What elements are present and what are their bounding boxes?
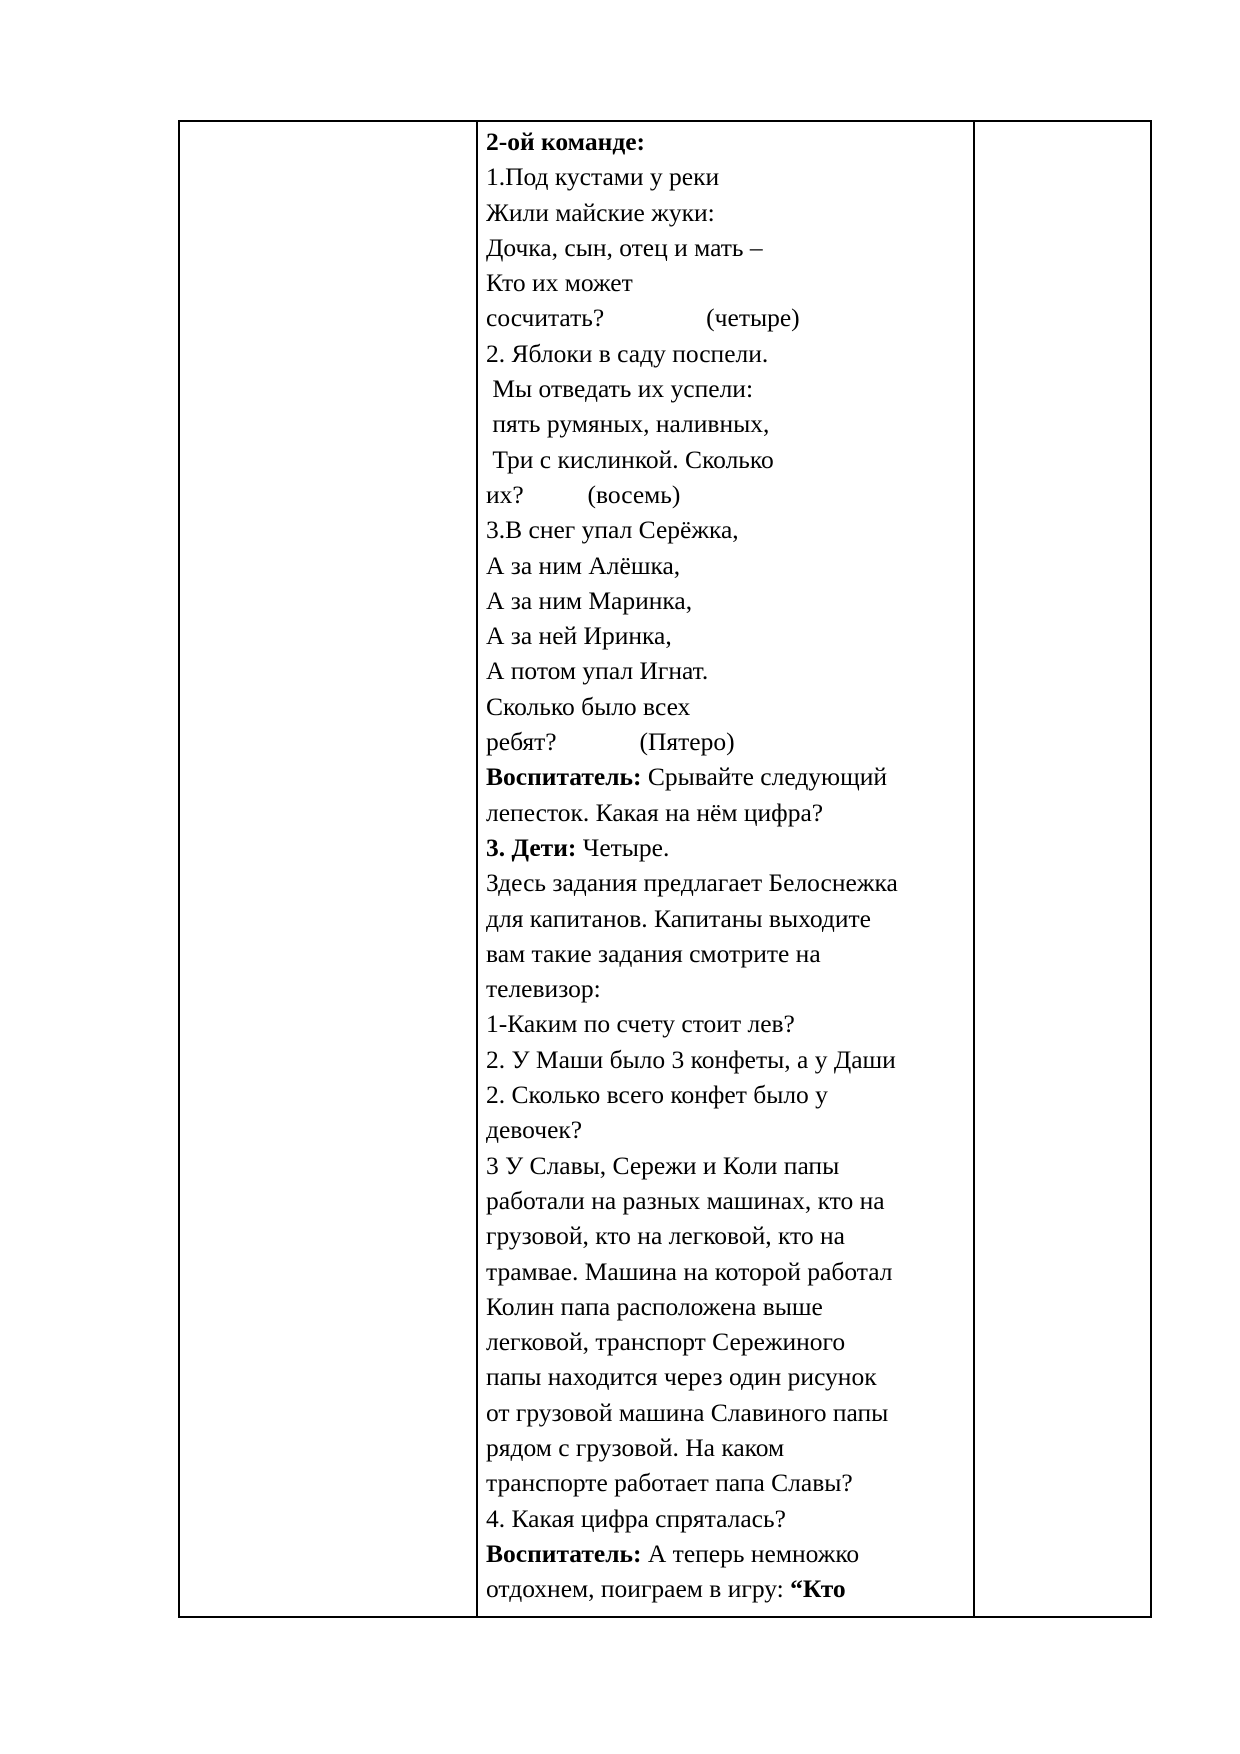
text-line — [486, 583, 971, 618]
text-line — [486, 1148, 971, 1183]
text-segment: легковой, транспорт Сережиного — [486, 1327, 846, 1357]
text-line — [486, 1465, 971, 1500]
text-segment: работали на разных машинах, кто на — [486, 1185, 885, 1215]
text-line — [486, 230, 971, 265]
text-line — [486, 371, 971, 406]
text-segment: Кто их может — [486, 268, 633, 298]
text-line — [486, 406, 971, 441]
column-divider-right — [973, 122, 975, 1616]
text-line — [486, 1289, 971, 1324]
text-line — [486, 936, 971, 971]
text-segment: Сколько было всех — [486, 691, 691, 721]
text-segment: 1-Каким по счету стоит лев? — [486, 1009, 795, 1039]
text-line — [486, 653, 971, 688]
text-line — [486, 724, 971, 759]
text-line — [486, 1395, 971, 1430]
text-line — [486, 1536, 971, 1571]
text-line — [486, 336, 971, 371]
text-segment: Здесь задания предлагает Белоснежка — [486, 868, 898, 898]
column-divider-left — [476, 122, 478, 1616]
lesson-script-cell — [486, 122, 971, 1606]
text-line — [486, 1430, 971, 1465]
text-segment: рядом с грузовой. На каком — [486, 1432, 785, 1462]
text-segment: А за ним Маринка, — [486, 585, 693, 615]
text-segment: вам такие задания смотрите на — [486, 938, 821, 968]
text-segment: Четыре. — [576, 832, 670, 862]
bold-text-segment: Воспитатель: — [486, 1538, 642, 1568]
text-line — [486, 618, 971, 653]
text-segment: А потом упал Игнат. — [486, 656, 709, 686]
bold-text-segment: 2-ой команде: — [486, 127, 646, 156]
text-line — [486, 1183, 971, 1218]
text-line — [486, 865, 971, 900]
bold-text-segment: “Кто — [790, 1574, 846, 1604]
text-segment: 3 У Славы, Сережи и Коли папы — [486, 1150, 840, 1180]
text-line — [486, 901, 971, 936]
text-segment: 1.Под кустами у реки — [486, 162, 720, 192]
text-segment: ребят? (Пятеро) — [486, 727, 735, 757]
text-segment: девочек? — [486, 1115, 583, 1145]
text-line — [486, 1006, 971, 1041]
text-line — [486, 1571, 971, 1606]
text-segment: пять румяных, наливных, — [486, 409, 770, 439]
text-segment: 2. Яблоки в саду поспели. — [486, 338, 769, 368]
text-segment: А теперь немножко — [641, 1538, 860, 1568]
text-segment: папы находится через один рисунок — [486, 1362, 877, 1392]
text-segment: грузовой, кто на легковой, кто на — [486, 1221, 845, 1251]
bold-text-segment: 3. Дети: — [486, 832, 577, 862]
text-segment: Колин папа расположена выше — [486, 1291, 823, 1321]
text-segment: Мы отведать их успели: — [486, 374, 754, 404]
text-segment: телевизор: — [486, 974, 601, 1004]
text-line — [486, 124, 971, 159]
text-line — [486, 1112, 971, 1147]
text-segment: отдохнем, поиграем в игру: — [486, 1574, 791, 1604]
text-segment: 3.В снег упал Серёжка, — [486, 515, 739, 545]
text-segment: Дочка, сын, отец и мать – — [486, 232, 763, 262]
text-line — [486, 1359, 971, 1394]
text-segment: их? (восемь) — [486, 479, 681, 509]
text-segment: А за ним Алёшка, — [486, 550, 681, 580]
text-line — [486, 830, 971, 865]
text-line — [486, 1218, 971, 1253]
text-segment: от грузовой машина Славиного папы — [486, 1397, 889, 1427]
text-line — [486, 689, 971, 724]
lesson-table — [178, 120, 1152, 1618]
text-line — [486, 195, 971, 230]
text-line — [486, 1501, 971, 1536]
text-segment: лепесток. Какая на нём цифра? — [486, 797, 824, 827]
text-segment: трамвае. Машина на которой работал — [486, 1256, 893, 1286]
text-line — [486, 971, 971, 1006]
text-line — [486, 1042, 971, 1077]
bold-text-segment: Воспитатель: — [486, 762, 642, 792]
text-segment: А за ней Иринка, — [486, 621, 672, 651]
text-line — [486, 1324, 971, 1359]
text-line — [486, 759, 971, 794]
text-segment: сосчитать? (четыре) — [486, 303, 800, 333]
text-segment: Жили майские жуки: — [486, 197, 715, 227]
text-line — [486, 300, 971, 335]
text-line — [486, 159, 971, 194]
text-line — [486, 795, 971, 830]
text-line — [486, 512, 971, 547]
text-segment: 2. Сколько всего конфет было у — [486, 1080, 828, 1110]
text-line — [486, 548, 971, 583]
text-segment: транспорте работает папа Славы? — [486, 1468, 853, 1498]
text-line — [486, 442, 971, 477]
text-segment: Срывайте следующий — [641, 762, 888, 792]
text-line — [486, 477, 971, 512]
text-line — [486, 1077, 971, 1112]
text-segment: Три с кислинкой. Сколько — [486, 444, 774, 474]
text-segment: 2. У Маши было 3 конфеты, а у Даши — [486, 1044, 896, 1074]
text-line — [486, 1254, 971, 1289]
text-segment: 4. Какая цифра спряталась? — [486, 1503, 786, 1533]
text-segment: для капитанов. Капитаны выходите — [486, 903, 871, 933]
text-line — [486, 265, 971, 300]
